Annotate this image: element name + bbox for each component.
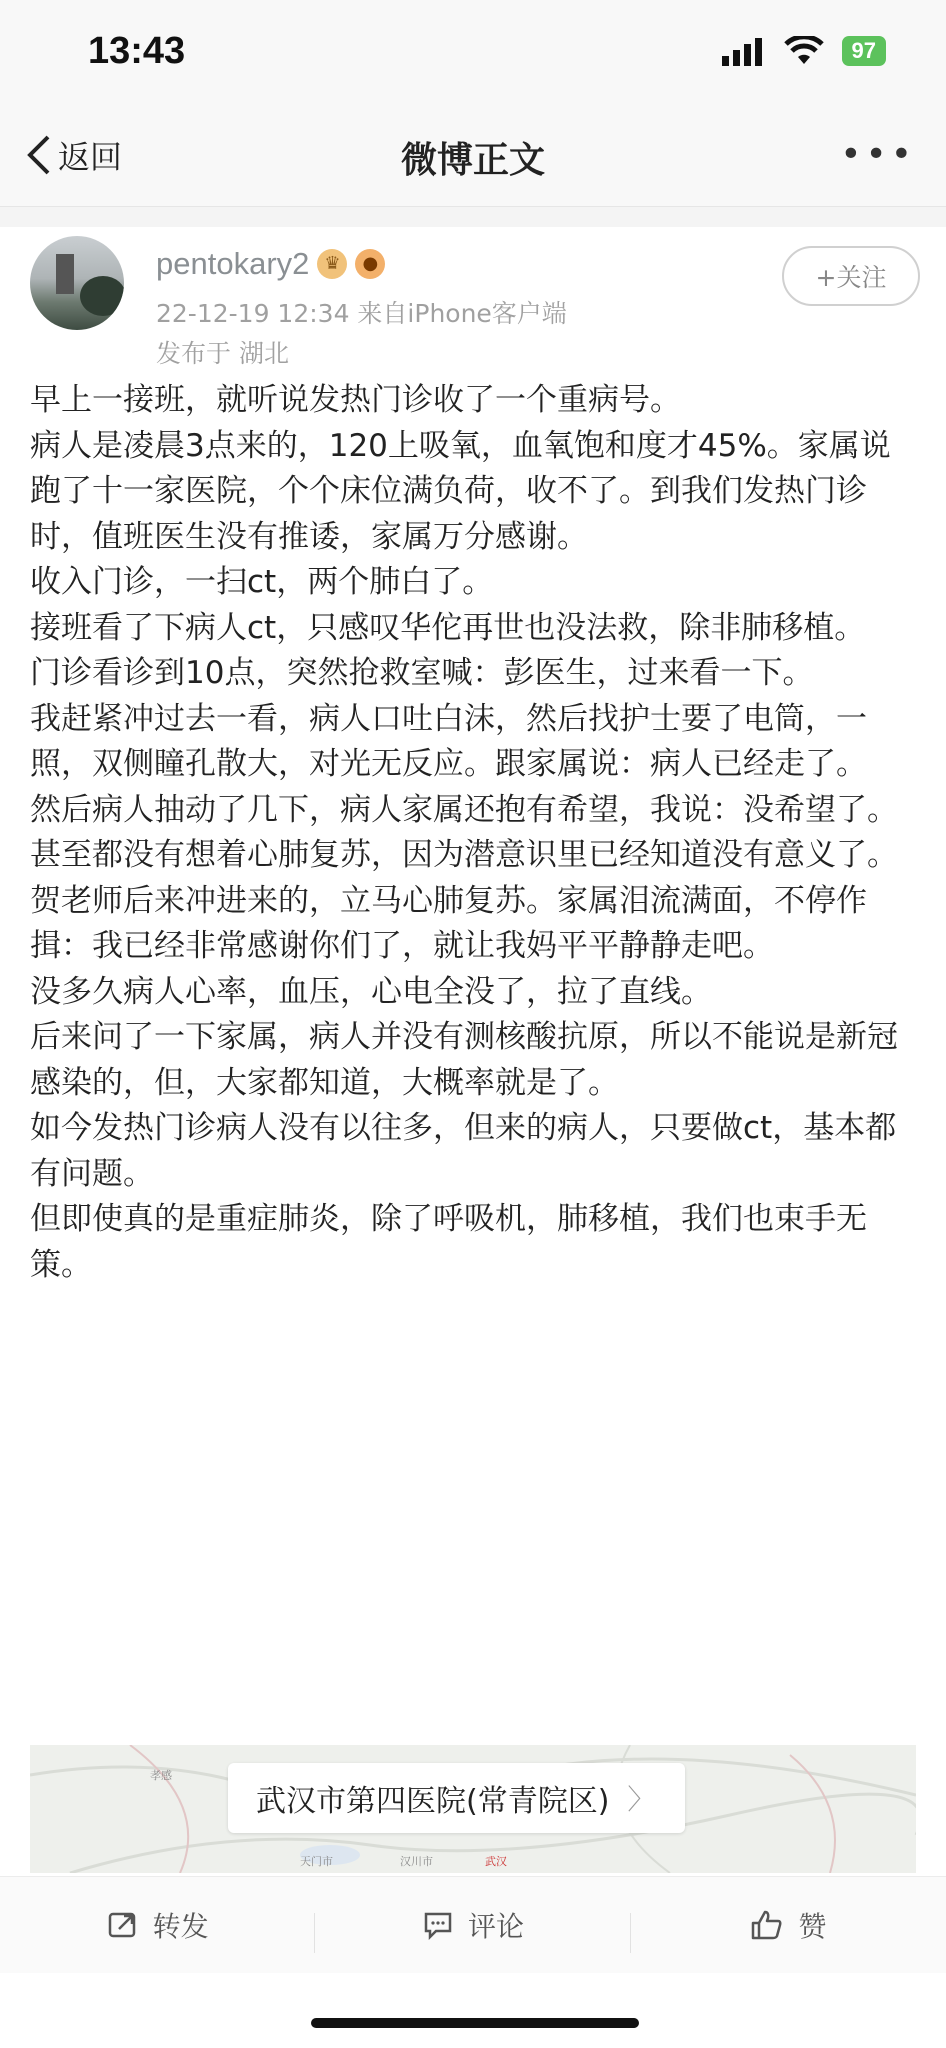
username[interactable]: pentokary2 [156,246,310,281]
post-paragraph: 门诊看诊到10点，突然抢救室喊：彭医生，过来看一下。 [30,655,814,691]
user-row [156,246,385,282]
like-button[interactable] [631,1905,946,1945]
chevron-right-icon: 〉 [627,1783,656,1816]
post-paragraph: 但即使真的是重症肺炎，除了呼吸机，肺移植，我们也束手无策。 [30,1201,867,1283]
vip-crown-icon: ♛ [317,249,347,279]
action-bar [0,1876,946,1973]
post-paragraph: 如今发热门诊病人没有以往多，但来的病人，只要做ct，基本都有问题。 [30,1110,897,1192]
thumbs-up-icon [750,1909,784,1941]
like-label: 赞 [798,1910,827,1943]
back-button[interactable] [26,132,122,178]
section-divider [0,207,946,227]
post-paragraph: 贺老师后来冲进来的，立马心肺复苏。家属泪流满面，不停作揖：我已经非常感谢你们了，就让我妈平平静静走吧。 [30,882,867,964]
post-paragraph: 我赶紧冲过去一看，病人口吐白沫，然后找护士要了电筒，一照，双侧瞳孔散大，对光无反应。跟家属说：病人已经走了。 [30,700,867,782]
more-icon[interactable]: ••• [840,134,916,175]
comment-label: 评论 [467,1910,524,1943]
post-content [30,378,910,1288]
post-paragraph: 早上一接班，就听说发热门诊收了一个重病号。 [30,382,681,418]
map-label: 天门市 [300,1855,333,1868]
location-map[interactable] [30,1745,916,1873]
post-location: 发布于 湖北 [156,339,289,368]
post-paragraph: 收入门诊，一扫ct，两个肺白了。 [30,564,494,600]
avatar[interactable] [30,236,124,330]
signal-icon [722,36,766,66]
map-label: 武汉 [485,1855,507,1868]
status-icons [722,36,886,66]
repost-button[interactable] [0,1905,315,1945]
comment-button[interactable] [315,1905,630,1945]
map-label: 汉川市 [400,1855,433,1868]
post-paragraph: 接班看了下病人ct，只感叹华佗再世也没法救，除非肺移植。 [30,609,866,646]
post-paragraph: 病人是凌晨3点来的，120上吸氧，血氧饱和度才45%。家属说跑了十一家医院，个个床位满负荷，收不了。到我们发热门诊时，值班医生没有推诿，家属万分感谢。 [30,427,891,555]
level-badge-icon: ● [355,249,385,279]
post-paragraph: 然后病人抽动了几下，病人家属还抱有希望，我说：没希望了。甚至都没有想着心肺复苏，因为潜意识里已经知道没有意义了。 [30,791,898,873]
status-time: 13:43 [88,30,186,72]
repost-icon [107,1909,139,1941]
post-meta: 22-12-19 12:34 来自iPhone客户端 [156,299,567,328]
post-paragraph: 后来问了一下家属，病人并没有测核酸抗原，所以不能说是新冠感染的，但，大家都知道，大概率就是了。 [30,1019,898,1101]
battery-indicator: 97 [842,36,886,66]
location-link[interactable] [228,1763,685,1833]
home-indicator[interactable] [311,2018,639,2028]
nav-bar [0,110,946,207]
page-title: 微博正文 [400,140,545,181]
map-label: 孝感 [150,1769,172,1782]
comment-icon [422,1909,454,1941]
location-name: 武汉市第四医院(常青院区) [256,1784,610,1819]
post-paragraph: 没多久病人心率，血压，心电全没了，拉了直线。 [30,973,712,1010]
chevron-left-icon [26,133,52,177]
follow-button[interactable]: +关注 [782,246,920,306]
back-label: 返回 [58,138,123,176]
repost-label: 转发 [152,1910,209,1943]
wifi-icon [784,36,824,66]
status-bar [0,0,946,110]
